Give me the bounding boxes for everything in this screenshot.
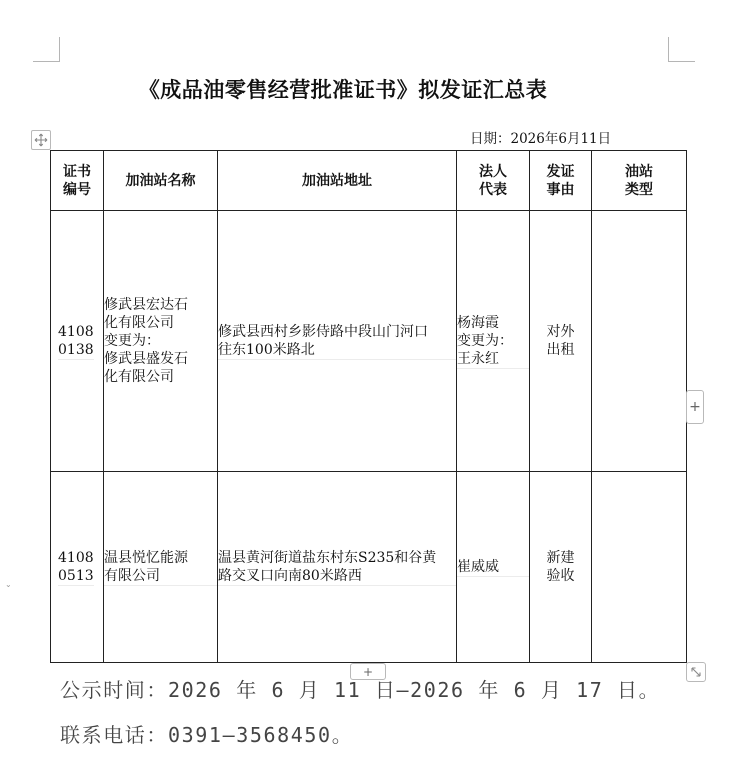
table-header-row xyxy=(51,151,687,211)
cell-reason[interactable] xyxy=(530,211,592,472)
table-row xyxy=(51,472,687,663)
legal-rep-line: 崔威威 xyxy=(457,558,529,577)
reason-line: 出租 xyxy=(546,342,575,358)
legal-rep-line: 变更为： xyxy=(457,332,513,349)
add-column-button[interactable] xyxy=(686,390,704,424)
header-station-name[interactable] xyxy=(104,151,218,211)
cell-station-name[interactable] xyxy=(104,211,218,472)
legal-rep-line: 王永红 xyxy=(457,350,529,369)
plus-icon: + xyxy=(362,664,374,679)
station-name-line: 有限公司 xyxy=(104,567,217,586)
table-row xyxy=(51,211,687,472)
page-corner-mark-top-left xyxy=(33,37,60,62)
station-name-line: 温县悦忆能源 xyxy=(104,549,188,566)
summary-table xyxy=(50,150,687,663)
reason-line: 验收 xyxy=(546,568,575,584)
header-type-line2: 类型 xyxy=(625,181,653,198)
header-address-text: 加油站地址 xyxy=(302,172,372,189)
cell-cert-no[interactable] xyxy=(51,211,104,472)
station-name-line: 修武县盛发石 xyxy=(104,351,188,367)
move-icon xyxy=(34,133,48,147)
cell-address[interactable] xyxy=(218,211,457,472)
cell-legal-rep[interactable] xyxy=(457,472,530,663)
publicity-period-text: 公示时间：2026 年 6 月 11 日—2026 年 6 月 17 日。 xyxy=(60,678,661,702)
header-reason-line1: 发证 xyxy=(546,163,575,180)
header-type[interactable] xyxy=(592,151,687,211)
cell-cert-no[interactable] xyxy=(51,472,104,663)
header-station-name-text: 加油站名称 xyxy=(125,172,196,189)
header-legal-rep-line1: 法人 xyxy=(479,163,507,180)
address-line: 路交叉口向南80米路西 xyxy=(218,567,456,586)
legal-rep-line: 杨海霞 xyxy=(457,314,499,331)
contact-phone-text: 联系电话：0391—3568450。 xyxy=(60,723,354,747)
station-name-line: 修武县宏达石 xyxy=(104,297,188,313)
station-name-line: 化有限公司 xyxy=(104,315,174,331)
chevron-down-icon: ⌄ xyxy=(5,580,12,589)
header-reason[interactable] xyxy=(530,151,592,211)
plus-icon: + xyxy=(689,399,701,415)
table-move-handle[interactable] xyxy=(31,130,51,150)
cert-no-line: 4108 xyxy=(58,323,94,340)
reason-line: 新建 xyxy=(546,550,575,566)
cell-legal-rep[interactable] xyxy=(457,211,530,472)
page-corner-mark-top-right xyxy=(668,37,695,62)
address-line: 往东100米路北 xyxy=(218,341,456,360)
header-cert-no[interactable] xyxy=(51,151,104,211)
cert-no-line: 0513 xyxy=(58,567,94,584)
date-line: 日期：2026年6月11日 xyxy=(470,131,612,147)
cell-reason[interactable] xyxy=(530,472,592,663)
header-legal-rep-line2: 代表 xyxy=(479,181,507,198)
cert-no-line: 4108 xyxy=(58,549,94,566)
address-line: 温县黄河街道盐东村东S235和谷黄 xyxy=(218,549,437,566)
header-address[interactable] xyxy=(218,151,457,211)
header-cert-no-line2: 编号 xyxy=(63,181,91,198)
header-legal-rep[interactable] xyxy=(457,151,530,211)
resize-arrows-icon xyxy=(690,666,702,678)
cert-no-line: 0138 xyxy=(58,341,94,358)
cell-station-name[interactable] xyxy=(104,472,218,663)
station-name-line: 变更为： xyxy=(104,333,160,349)
reason-line: 对外 xyxy=(546,324,575,340)
station-name-line: 化有限公司 xyxy=(104,369,174,385)
document-title: 《成品油零售经营批准证书》拟发证汇总表 xyxy=(138,77,548,102)
table-resize-handle[interactable] xyxy=(686,662,706,682)
header-cert-no-line1: 证书 xyxy=(63,163,91,180)
header-reason-line2: 事由 xyxy=(546,181,575,198)
address-line: 修武县西村乡影侍路中段山门河口 xyxy=(218,323,428,340)
header-type-line1: 油站 xyxy=(625,163,653,180)
cell-station-type[interactable] xyxy=(592,472,687,663)
cell-station-type[interactable] xyxy=(592,211,687,472)
cell-address[interactable] xyxy=(218,472,457,663)
